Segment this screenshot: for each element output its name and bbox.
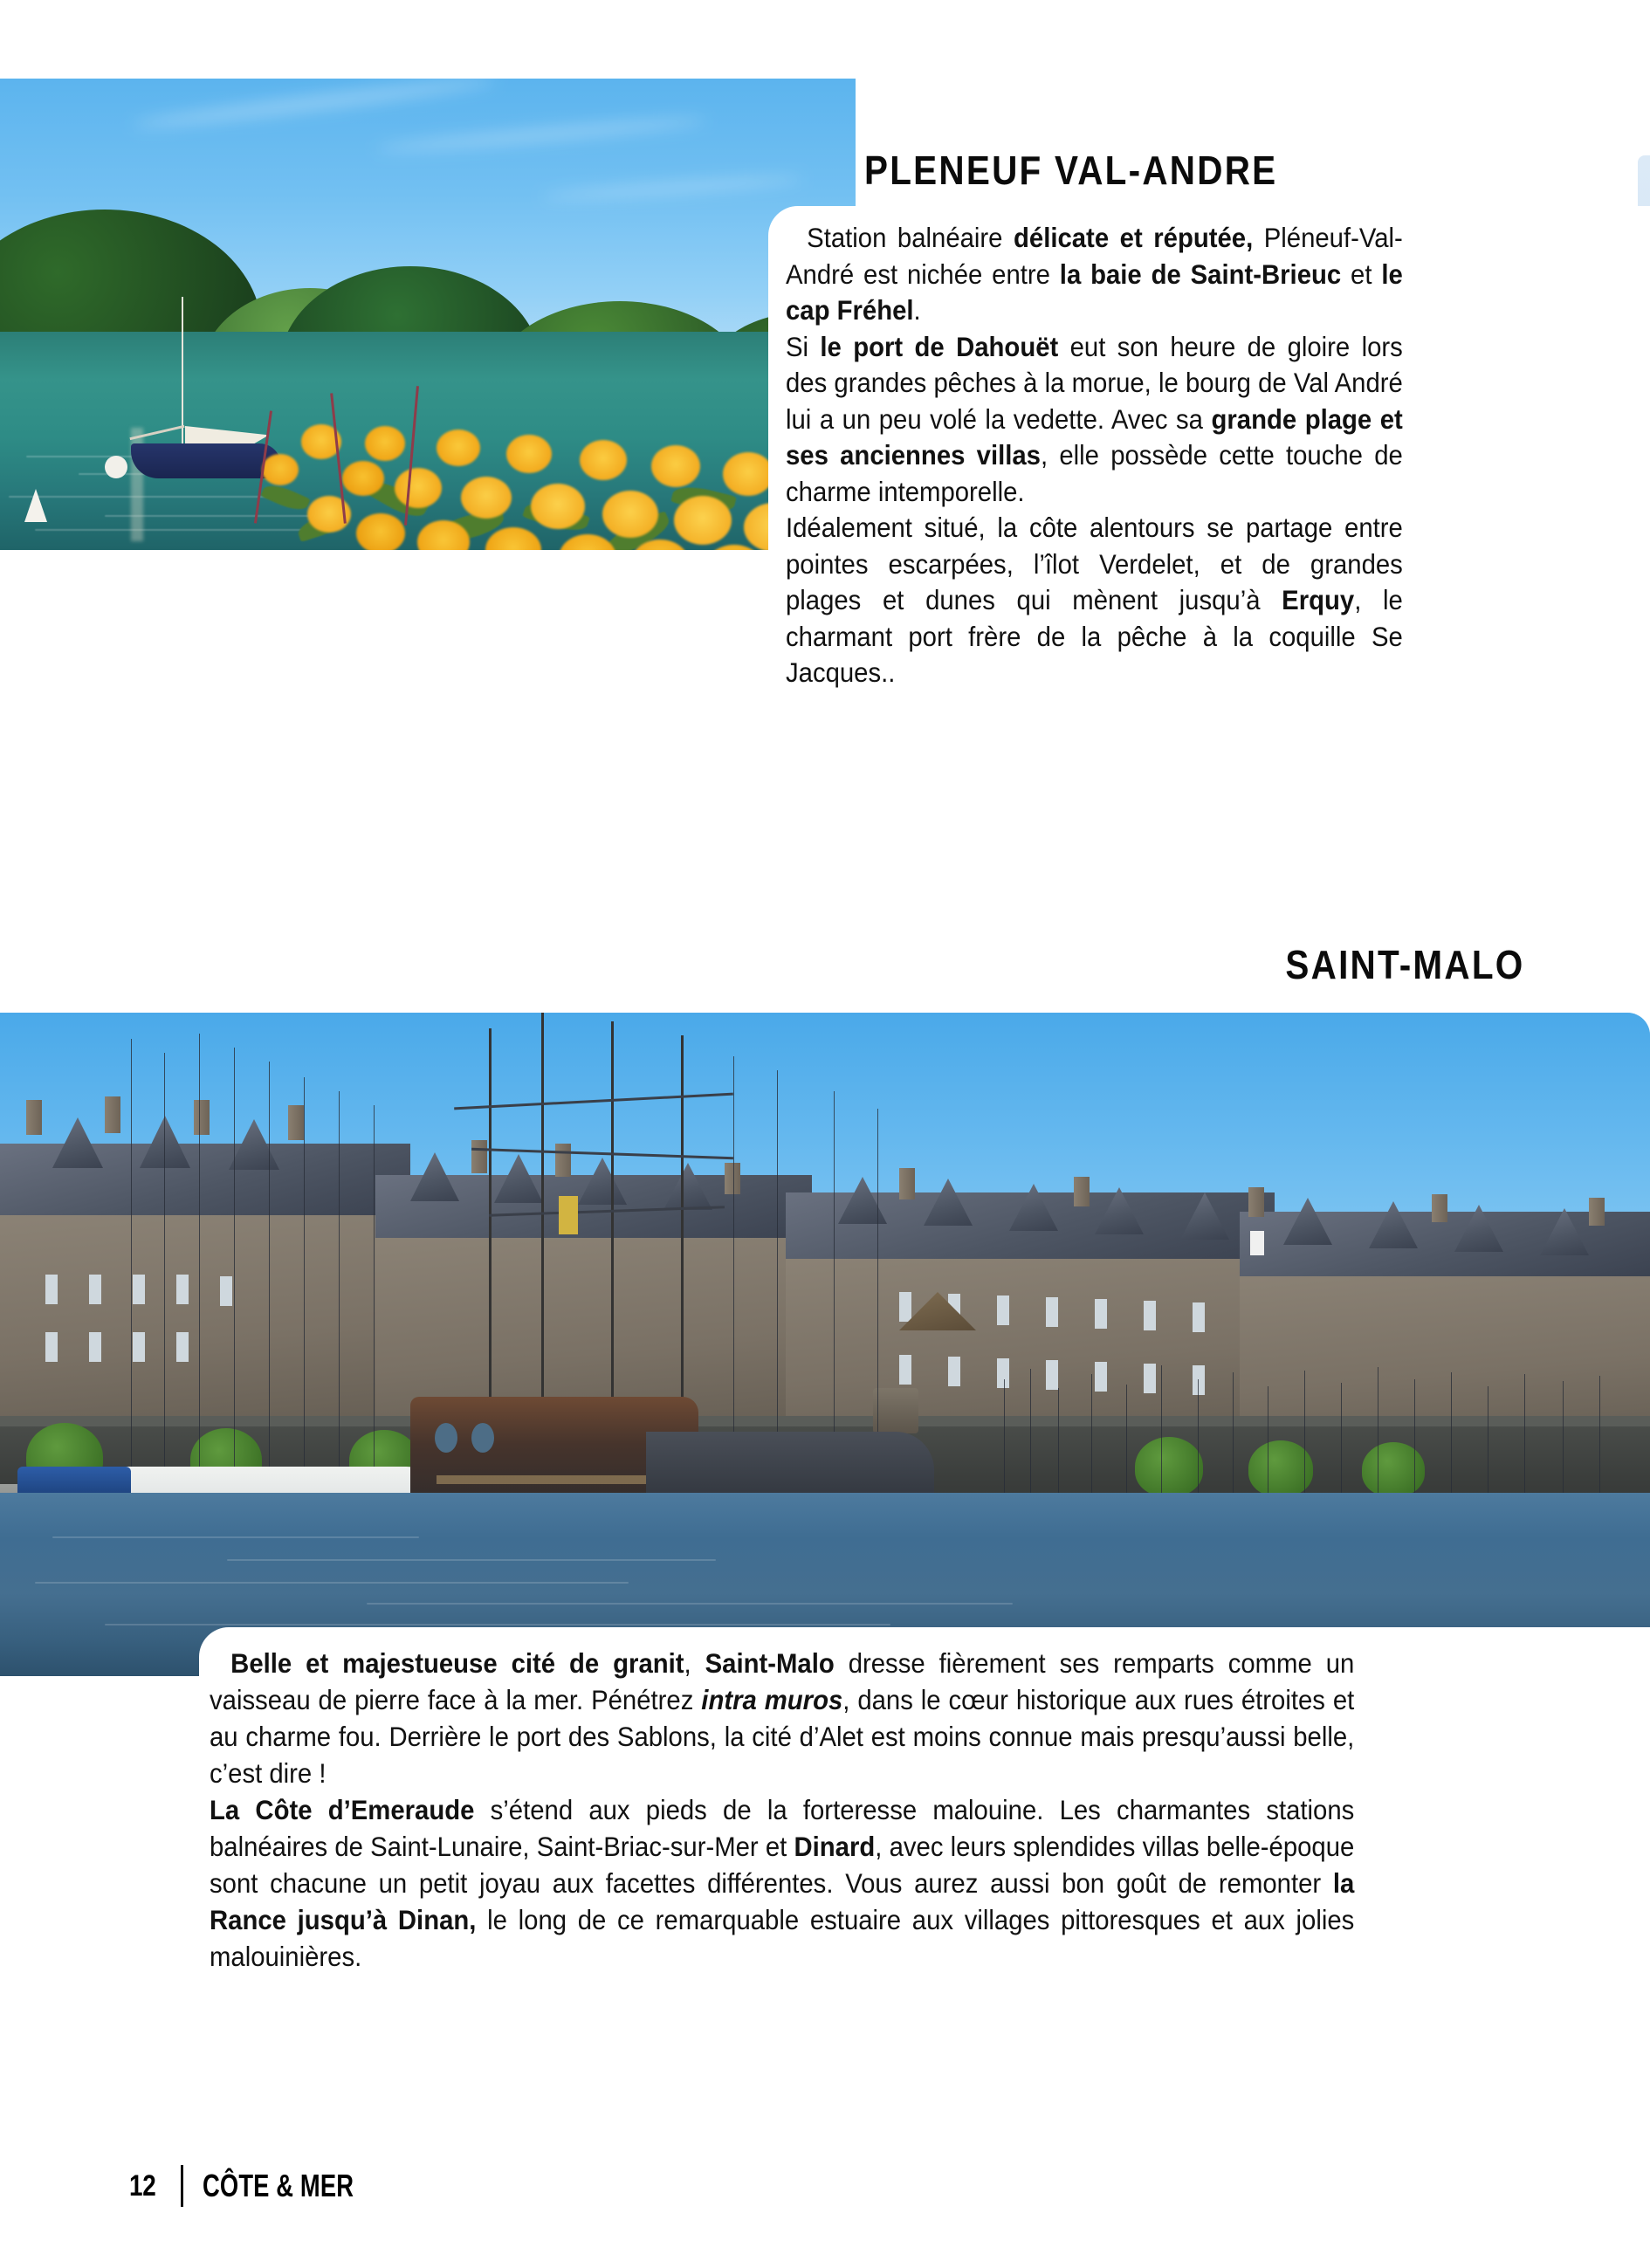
hull-trim — [437, 1475, 646, 1484]
page-number: 12 — [129, 2168, 156, 2203]
paragraph: Idéalement situé, la côte alentours se partage entre pointes escarpées, l’îlot Verdelet, et de grandes plages et dunes qui mènent jusqu’à Erquy, le charmant port frère de la pêche à la coquille Se Jacques.. — [786, 512, 1403, 688]
footer-divider — [181, 2165, 183, 2207]
section-name: CÔTE & MER — [203, 2168, 354, 2203]
page-title-pleneuf: PLENEUF VAL-ANDRE — [864, 148, 1278, 193]
paragraph: Belle et majestueuse cité de granit, Saint-Malo dresse fièrement ses remparts comme un vaisseau de pierre face à la mer. Pénétrez intra muros, dans le cœur historique aux rues étroites et au charme fou. Derrière le port des Sablons, la cité d’Alet est moins connue mais presqu’aussi belle, c’est dire ! — [210, 1647, 1355, 1789]
rampart-parapet — [0, 1416, 1650, 1426]
stern-window — [435, 1423, 457, 1453]
flag — [1250, 1231, 1264, 1255]
page-footer — [129, 2165, 402, 2207]
stern-window — [471, 1423, 494, 1453]
body-text-saint-malo — [210, 1645, 1354, 1975]
marquee-tent — [17, 1467, 131, 1495]
page-title-saint-malo: SAINT-MALO — [1284, 942, 1524, 987]
mooring-buoy — [105, 456, 127, 478]
sailboat-hull — [131, 443, 281, 478]
paragraph: Si le port de Dahouët eut son heure de gloire lors des grandes pêches à la morue, le bourg de Val André lui a un peu volé la vedette. Avec sa grande plage et ses anciennes villas, elle possède cette touche de charme intemporelle. — [786, 330, 1403, 507]
rampart-turret — [873, 1388, 918, 1433]
paragraph: Station balnéaire délicate et réputée, Pléneuf-Val-André est nichée entre la baie de Saint-Brieuc et le cap Fréhel. — [786, 222, 1403, 326]
body-text-pleneuf — [786, 220, 1403, 691]
photo-saint-malo — [0, 1013, 1650, 1676]
flag — [559, 1196, 578, 1234]
photo-pleneuf-val-andre — [0, 79, 856, 550]
paragraph: La Côte d’Emeraude s’étend aux pieds de la forteresse malouine. Les charmantes stations balnéaires de Saint-Lunaire, Saint-Briac-sur-Mer et Dinard, avec leurs splendides villas belle-époque sont chacune un petit joyau aux facettes différentes. Vous aurez aussi bon goût de remonter la Rance jusqu’à Dinan, le long de ce remarquable estuaire aux villages pittoresques et aux jolies malouinières. — [210, 1794, 1355, 1972]
